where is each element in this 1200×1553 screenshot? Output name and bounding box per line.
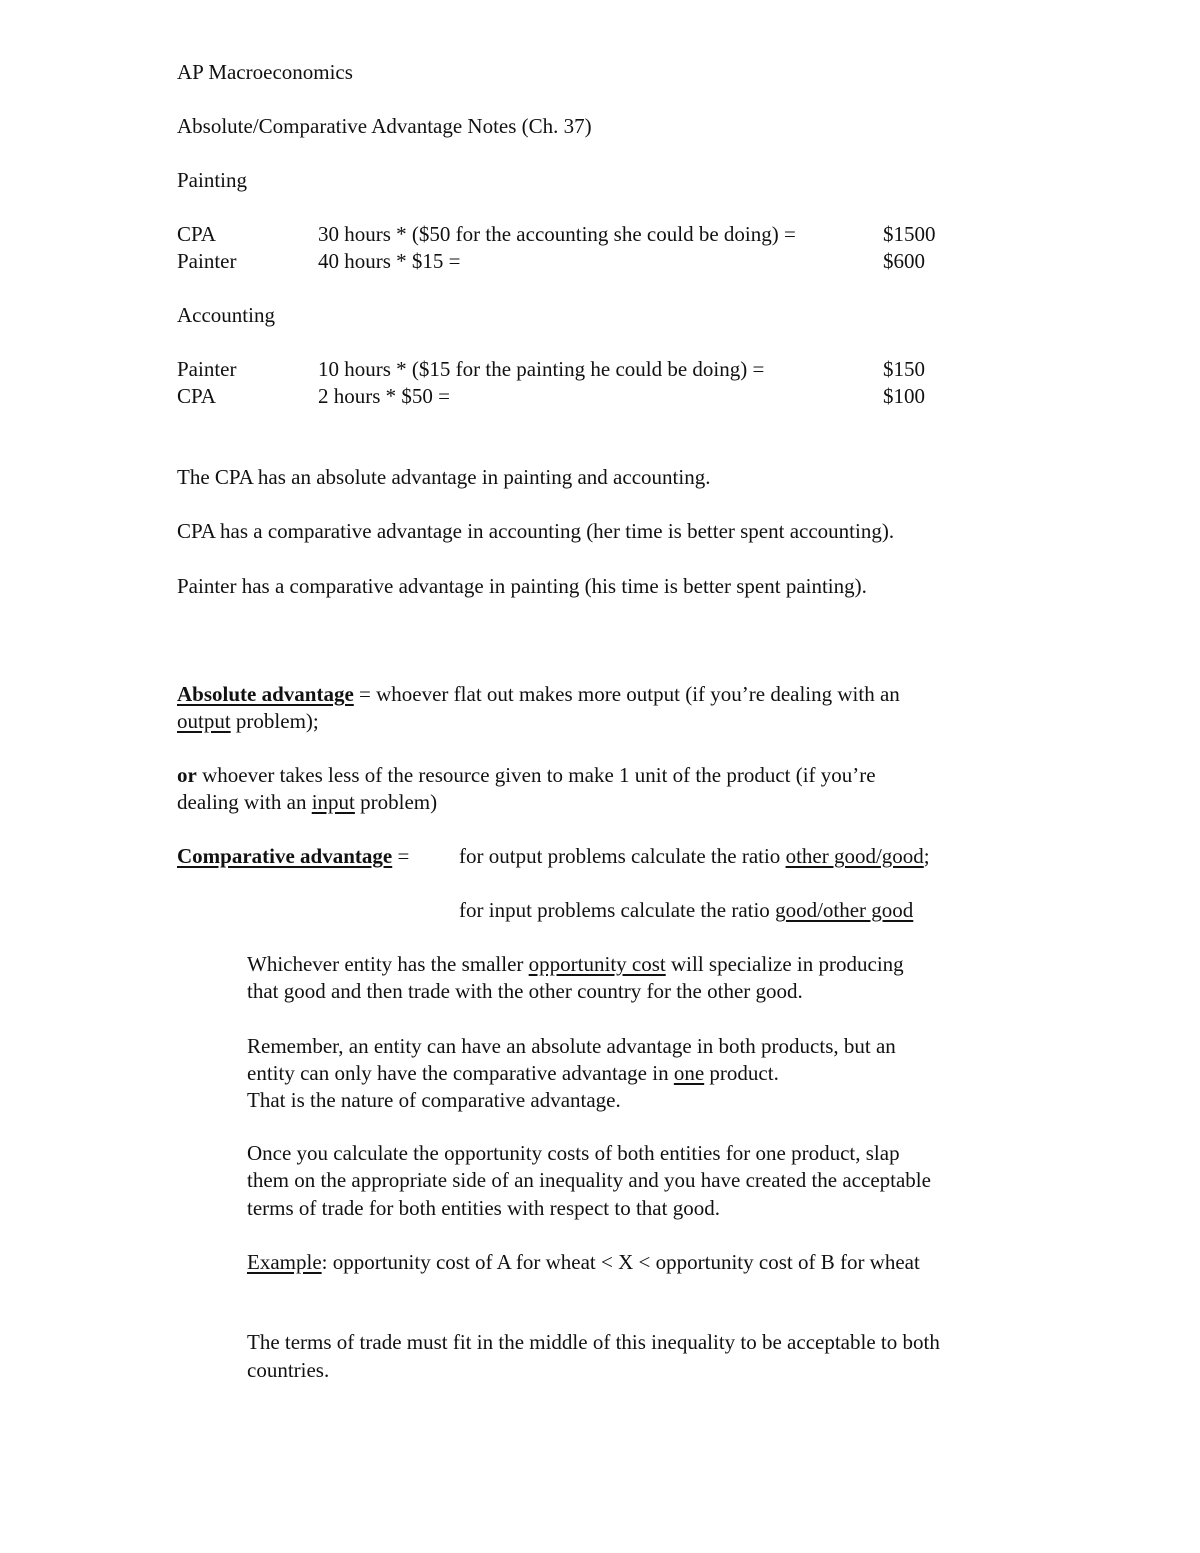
painting-row-who: CPA xyxy=(177,222,216,246)
rule-text: for output problems calculate the ratio xyxy=(459,844,786,868)
ratio-text: good/other good xyxy=(775,898,914,922)
conclusion-line: The CPA has an absolute advantage in painting and accounting. xyxy=(177,465,711,489)
or-word: or xyxy=(177,763,197,787)
comparative-output-rule xyxy=(459,846,930,867)
painting-row-calc: 30 hours * ($50 for the accounting she could be doing) = xyxy=(318,222,796,246)
definition-text: problem); xyxy=(230,709,319,733)
absolute-advantage-term: Absolute advantage xyxy=(177,682,354,706)
accounting-row-total: $100 xyxy=(883,384,925,408)
absolute-advantage-definition xyxy=(177,684,900,705)
definition-text: whoever takes less of the resource given to make 1 unit of the product (if you’re xyxy=(196,763,876,787)
conclusion-line: Painter has a comparative advantage in painting (his time is better spent painting). xyxy=(177,574,867,598)
painting-row-total: $600 xyxy=(883,249,925,273)
rule-text: ; xyxy=(923,844,930,868)
course-title: AP Macroeconomics xyxy=(177,60,353,84)
painting-row-calc: 40 hours * $15 = xyxy=(318,249,461,273)
notes-title: Absolute/Comparative Advantage Notes (Ch. 37) xyxy=(177,114,592,138)
note-paragraph-line: Once you calculate the opportunity costs of both entities for one product, slap xyxy=(247,1141,900,1165)
definition-text: problem) xyxy=(354,790,438,814)
accounting-row-calc: 10 hours * ($15 for the painting he could be doing) = xyxy=(318,357,765,381)
comparative-advantage-term: Comparative advantage xyxy=(177,844,393,868)
definition-text: dealing with an xyxy=(177,790,312,814)
note-paragraph-line xyxy=(247,1063,779,1084)
note-paragraph-line: The terms of trade must fit in the middle of this inequality to be acceptable to both xyxy=(247,1330,940,1354)
note-paragraph-line: Remember, an entity can have an absolute advantage in both products, but an xyxy=(247,1034,896,1058)
example-line xyxy=(247,1252,920,1273)
accounting-heading: Accounting xyxy=(177,303,275,327)
note-text: will specialize in producing xyxy=(665,952,904,976)
example-text: : opportunity cost of A for wheat < X < opportunity cost of B for wheat xyxy=(321,1250,920,1274)
underlined-word: one xyxy=(673,1061,705,1085)
note-paragraph-line: That is the nature of comparative advantage. xyxy=(247,1088,621,1112)
note-paragraph-line xyxy=(247,954,904,975)
painting-row-total: $1500 xyxy=(883,222,936,246)
comparative-input-rule xyxy=(459,900,913,921)
absolute-advantage-alt-definition-cont xyxy=(177,792,437,813)
example-label: Example xyxy=(247,1250,322,1274)
painting-row-who: Painter xyxy=(177,249,237,273)
absolute-advantage-definition-cont xyxy=(177,711,319,732)
ratio-text: other good/good xyxy=(785,844,924,868)
rule-text: for input problems calculate the ratio xyxy=(459,898,776,922)
note-paragraph-line: countries. xyxy=(247,1358,330,1382)
equals-sign: = xyxy=(392,844,410,868)
painting-heading: Painting xyxy=(177,168,248,192)
definition-text: = whoever flat out makes more output (if you’re dealing with an xyxy=(353,682,900,706)
underlined-phrase: opportunity cost xyxy=(528,952,666,976)
note-text: entity can only have the comparative advantage in xyxy=(247,1061,674,1085)
comparative-advantage-term-line xyxy=(177,846,409,867)
absolute-advantage-alt-definition xyxy=(177,765,876,786)
note-paragraph-line: them on the appropriate side of an inequality and you have created the acceptable xyxy=(247,1168,931,1192)
note-text: product. xyxy=(704,1061,779,1085)
conclusion-line: CPA has a comparative advantage in accounting (her time is better spent accounting). xyxy=(177,519,895,543)
underlined-word: output xyxy=(177,709,231,733)
note-text: Whichever entity has the smaller xyxy=(247,952,529,976)
accounting-row-calc: 2 hours * $50 = xyxy=(318,384,451,408)
accounting-row-who: CPA xyxy=(177,384,216,408)
note-paragraph-line: that good and then trade with the other country for the other good. xyxy=(247,979,803,1003)
accounting-row-who: Painter xyxy=(177,357,237,381)
accounting-row-total: $150 xyxy=(883,357,925,381)
note-paragraph-line: terms of trade for both entities with respect to that good. xyxy=(247,1196,720,1220)
underlined-word: input xyxy=(311,790,355,814)
